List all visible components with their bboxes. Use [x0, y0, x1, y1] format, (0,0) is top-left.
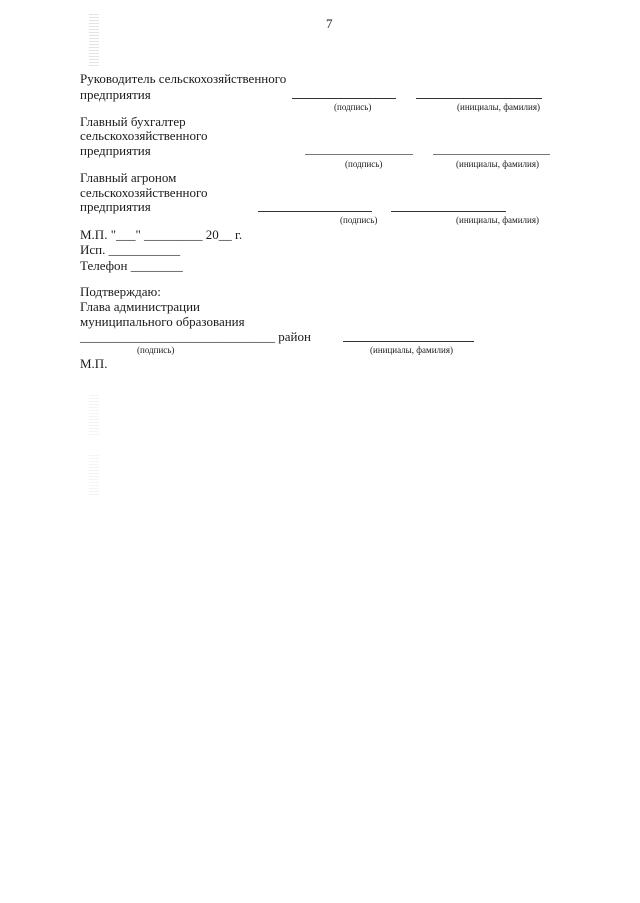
chief-accountant-title-line1: Главный бухгалтер: [80, 114, 186, 129]
page-number: 7: [326, 16, 333, 31]
stamp-label: М.П.: [80, 356, 108, 371]
chief-agronomist-signature-line: [258, 211, 372, 212]
head-enterprise-title-line2: предприятия: [80, 87, 151, 102]
chief-agronomist-signature-caption: (подпись): [340, 215, 378, 225]
scan-noise: [89, 14, 99, 66]
chief-agronomist-name-line: [391, 211, 506, 212]
chief-agronomist-title-line3: предприятия: [80, 199, 151, 214]
head-enterprise-signature-caption: (подпись): [334, 102, 372, 112]
administration-signature-caption: (подпись): [137, 345, 175, 355]
administration-head-line2: муниципального образования: [80, 314, 245, 329]
scan-noise: [89, 395, 99, 435]
administration-head-line1: Глава администрации: [80, 299, 201, 314]
executor-line: Исп. ___________: [80, 242, 181, 257]
head-enterprise-title-line1: Руководитель сельскохозяйственного: [80, 71, 287, 86]
confirm-label: Подтверждаю:: [80, 284, 161, 299]
phone-line: Телефон ________: [80, 258, 183, 273]
chief-accountant-title-line2: сельскохозяйственного: [80, 128, 208, 143]
head-enterprise-name-caption: (инициалы, фамилия): [457, 102, 540, 112]
chief-agronomist-title-line2: сельскохозяйственного: [80, 185, 208, 200]
chief-agronomist-name-caption: (инициалы, фамилия): [456, 215, 539, 225]
head-enterprise-signature-line: [292, 98, 396, 99]
chief-accountant-signature-caption: (подпись): [345, 159, 383, 169]
chief-agronomist-title-line1: Главный агроном: [80, 170, 177, 185]
chief-accountant-name-caption: (инициалы, фамилия): [456, 159, 539, 169]
head-enterprise-name-line: [416, 98, 542, 99]
chief-accountant-title-line3: предприятия: [80, 143, 151, 158]
scan-noise: [89, 455, 99, 495]
administration-name-line: [343, 341, 474, 342]
stamp-date-line: М.П. "___" _________ 20__ г.: [80, 227, 243, 242]
district-signature-line: ______________________________ район: [80, 329, 311, 344]
chief-accountant-name-line: [433, 154, 550, 155]
administration-name-caption: (инициалы, фамилия): [370, 345, 453, 355]
chief-accountant-signature-line: [305, 154, 413, 155]
